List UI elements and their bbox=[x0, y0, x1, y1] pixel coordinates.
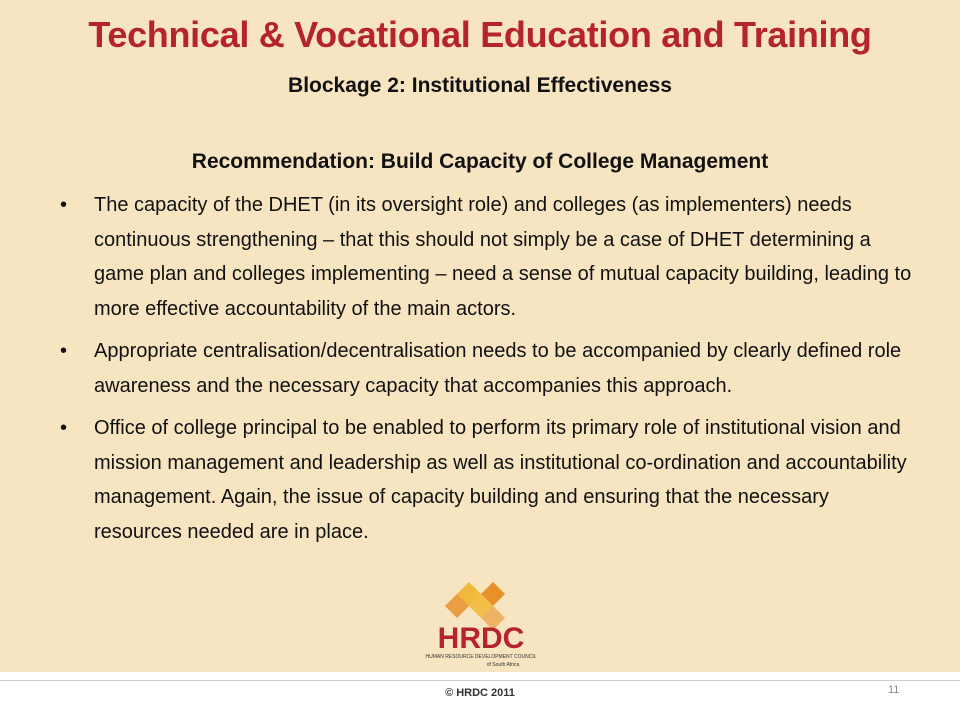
bullet-marker: • bbox=[60, 340, 68, 362]
page-number: 11 bbox=[888, 684, 900, 696]
bullet-item bbox=[56, 411, 916, 549]
footer-divider bbox=[0, 680, 960, 681]
bullet-marker: • bbox=[60, 194, 68, 216]
copyright-text: © HRDC 2011 bbox=[445, 687, 515, 699]
bullet-text: The capacity of the DHET (in its oversight role) and colleges (as implementers) needs continuous strengthening – that this should not simply be a case of DHET determining a game plan and colleges implementing – need a sense of mutual capacity building, leading to more effective accountability of the main actors. bbox=[94, 194, 912, 320]
logo-wordmark: HRDC bbox=[437, 622, 525, 655]
bullet-text: Office of college principal to be enabled to perform its primary role of institutional vision and mission management and leadership as well as institutional co-ordination and accountability management. Again, the issue of capacity building and ensuring that the necessary resources needed are in place. bbox=[94, 417, 907, 543]
recommendation-heading: Recommendation: Build Capacity of College Management bbox=[191, 150, 769, 173]
footer bbox=[0, 672, 960, 720]
slide-subtitle: Blockage 2: Institutional Effectiveness bbox=[288, 74, 672, 97]
hrdc-logo bbox=[419, 578, 543, 670]
bullet-marker: • bbox=[60, 417, 68, 439]
logo-subline: of South Africa bbox=[486, 662, 520, 668]
bullet-list bbox=[56, 188, 916, 557]
logo-tagline: HUMAN RESOURCE DEVELOPMENT COUNCIL bbox=[425, 654, 537, 660]
bullet-item bbox=[56, 334, 916, 403]
bullet-item bbox=[56, 188, 916, 326]
bullet-text: Appropriate centralisation/decentralisation needs to be accompanied by clearly defined role awareness and the necessary capacity that accompanies this approach. bbox=[94, 340, 902, 397]
slide-title: Technical & Vocational Education and Training bbox=[88, 14, 872, 55]
